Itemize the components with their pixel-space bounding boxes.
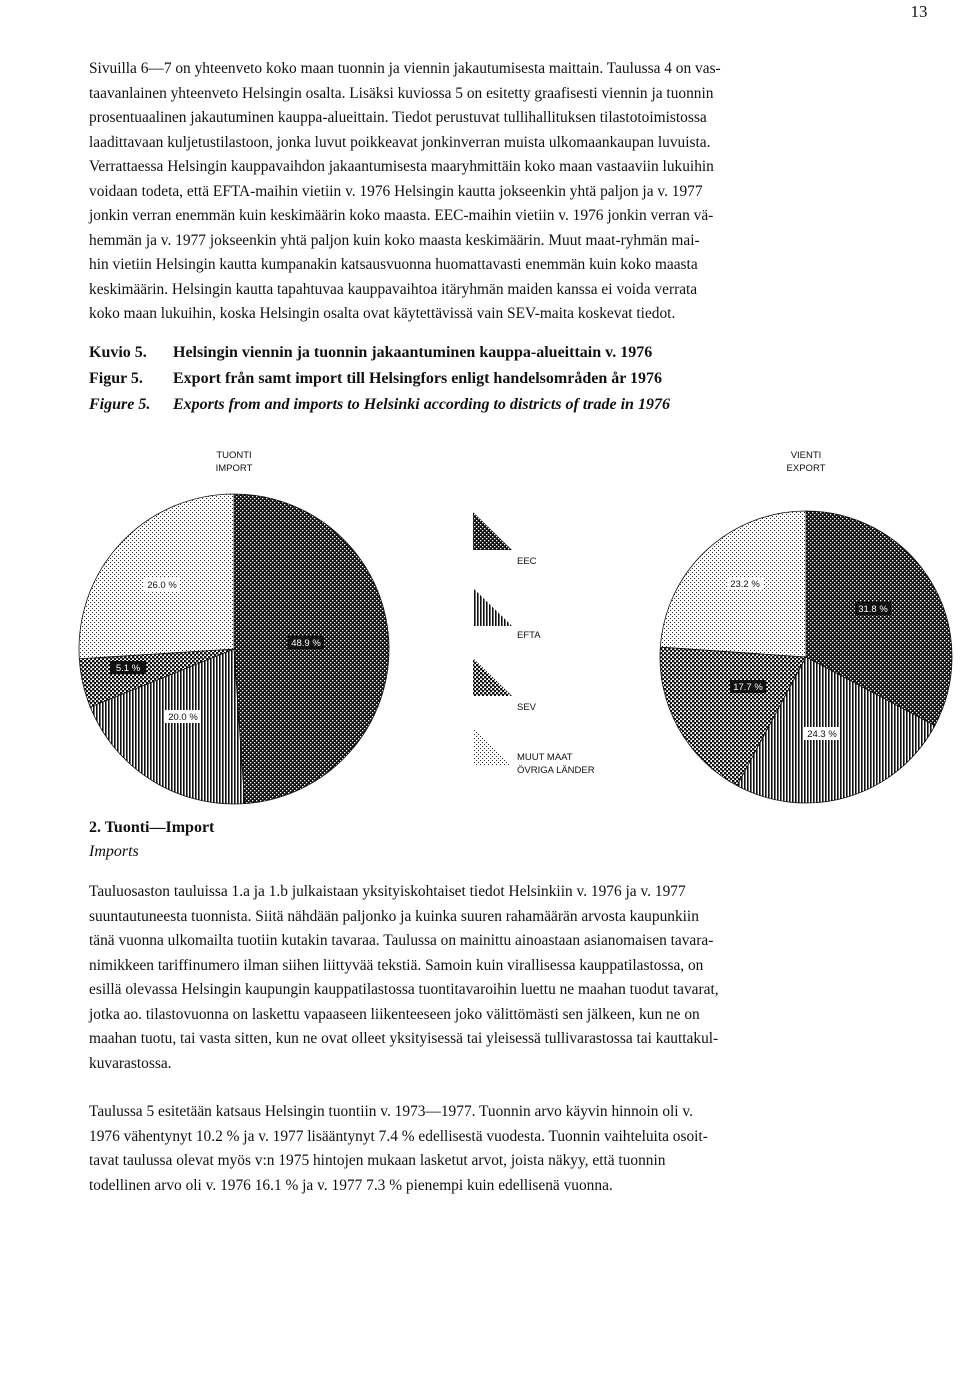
legend [473, 512, 595, 776]
import-paragraph [89, 880, 957, 1076]
section-title [89, 816, 214, 864]
export-label-efta: 24.3 % [807, 729, 837, 740]
text-line: esillä olevassa Helsingin kaupungin kauppatilastossa tuontitavaroihin luettu ne maahan tuodut tavarat, [89, 981, 719, 998]
caption-text-sv: Export från samt import till Helsingfors enligt handelsområden år 1976 [173, 370, 663, 387]
import-label-sev: 5.1 % [115, 663, 141, 674]
caption-label-sv: Figur 5. [89, 370, 143, 387]
export-title: VIENTI [790, 450, 822, 461]
text-line: Tauluosaston tauluissa 1.a ja 1.b julkaistaan yksityiskohtaiset tiedot Helsinkiin v. 1976 ja v. 1977 [89, 883, 686, 900]
import-slice-muut [79, 494, 234, 659]
export-label-muut: 23.2 % [730, 579, 760, 590]
text-line: jonkin verran enemmän kuin keskimäärin koko maasta. EEC-maihin vietiin v. 1976 jonkin verran vä- [89, 207, 714, 224]
export-label-sev: 17.7 % [733, 682, 763, 693]
legend-swatch-eec [473, 512, 512, 550]
text-line: taavanlainen yhteenveto Helsingin osalta. Lisäksi kuviossa 5 on esitetty graafisesti viennin ja tuonnin [89, 84, 714, 102]
legend-label-muut: MUUT MAAT [517, 752, 573, 763]
export-label-eec: 31.8 % [858, 604, 888, 615]
caption-label-en: Figure 5. [89, 396, 151, 413]
text-line: Verrattaessa Helsingin kauppavaihdon jakaantumisesta maaryhmittäin koko maan vastaaviin lukuihin [89, 158, 714, 175]
text-line: suuntautuneesta tuonnista. Siitä nähdään paljonko ja kuinka suuren rahamäärän arvosta kaupunkiin [89, 907, 699, 925]
page-number: 13 [910, 2, 928, 21]
text-line: prosentuaalinen jakautuminen kauppa-alueittain. Tiedot perustuvat tullihallituksen tilastotoimistossa [89, 109, 707, 126]
text-line: voidaan todeta, että EFTA-maihin vietiin v. 1976 Helsingin kautta jokseenkin yhtä paljon ja v. 1977 [89, 182, 703, 200]
legend-label-sev: SEV [517, 702, 537, 713]
text-line: hin vietiin Helsingin kautta kumpanakin katsausvuonna huomattavasti enemmän kuin koko maasta [89, 256, 698, 273]
text-line: nimikkeen tariffinumero ilman siihen liittyvää tekstiä. Samoin kuin virallisessa kauppatilastossa, on [89, 956, 704, 974]
legend-swatch-efta [473, 588, 512, 626]
text-line: kuvarastossa. [89, 1054, 172, 1072]
caption-label-fi: Kuvio 5. [89, 344, 147, 361]
pie-charts-figure [0, 440, 960, 820]
legend-swatch-muut [473, 728, 512, 766]
text-line: Sivuilla 6—7 on yhteenveto koko maan tuonnin ja viennin jakautumisesta maittain. Taulussa 4 on vas- [89, 60, 721, 77]
import-subtitle: IMPORT [215, 463, 253, 474]
text-line: laadittavaan kuljetustilastoon, jonka luvut poikkeavat jonkinverran muista ulkomaankaupan luvuista. [89, 133, 711, 151]
text-line: hemmän ja v. 1977 jokseenkin yhtä paljon kuin koko maasta keskimäärin. Muut maat-ryhmän mai- [89, 231, 700, 249]
figure-caption [89, 340, 670, 418]
export-subtitle: EXPORT [786, 463, 826, 474]
import-title: TUONTI [216, 450, 252, 461]
text-line: Taulussa 5 esitetään katsaus Helsingin tuontiin v. 1973—1977. Tuonnin arvo käyvin hinnoin oli v. [89, 1103, 693, 1120]
text-line: 1976 vähentynyt 10.2 % ja v. 1977 lisääntynyt 7.4 % edellisestä vuodesta. Tuonnin vaihteluita osoit- [89, 1127, 708, 1145]
caption-text-fi: Helsingin viennin ja tuonnin jakaantuminen kauppa-alueittain v. 1976 [173, 344, 653, 361]
text-line: tavat taulussa olevat myös v:n 1975 hintojen mukaan lasketut arvot, joista näkyy, että tuonnin [89, 1152, 666, 1169]
import-table5-paragraph [89, 1100, 957, 1198]
import-label-eec: 48.9 % [291, 638, 321, 649]
legend-label-muut-sv: ÖVRIGA LÄNDER [517, 765, 595, 776]
legend-swatch-sev [473, 658, 512, 696]
import-pie [79, 494, 389, 804]
text-line: tänä vuonna ulkomailta tuotiin kutakin tavaraa. Taulussa on mainittu ainoastaan asianomaisen tavara- [89, 932, 714, 949]
import-label-muut: 26.0 % [147, 580, 177, 591]
import-label-efta: 20.0 % [168, 712, 198, 723]
text-line: keskimäärin. Helsingin kautta tapahtuvaa kauppavaihtoa itäryhmän maiden kanssa ei voida verrata [89, 280, 698, 298]
text-line: koko maan lukuihin, koska Helsingin osalta ovat käytettävissä vain SEV-maita koskevat tiedot. [89, 305, 676, 322]
text-line: maahan tuotu, tai vasta sitten, kun ne ovat olleet yksityisessä tai yleisessä tullivarastossa tai kauttakul- [89, 1030, 719, 1047]
export-pie [660, 511, 952, 803]
section-title-en: Imports [89, 843, 139, 860]
intro-paragraph [89, 57, 957, 327]
caption-text-en: Exports from and imports to Helsinki according to districts of trade in 1976 [173, 396, 670, 413]
legend-label-eec: EEC [517, 556, 537, 567]
text-line: todellinen arvo oli v. 1976 16.1 % ja v. 1977 7.3 % pienempi kuin edellisenä vuonna. [89, 1176, 613, 1194]
section-title-fi: 2. Tuonti—Import [89, 819, 215, 836]
legend-label-efta: EFTA [517, 630, 541, 641]
text-line: jotka ao. tilastovuonna on laskettu vapaaseen liikenteeseen joko välittömästi sen jälkeen, kun ne on [89, 1005, 700, 1023]
